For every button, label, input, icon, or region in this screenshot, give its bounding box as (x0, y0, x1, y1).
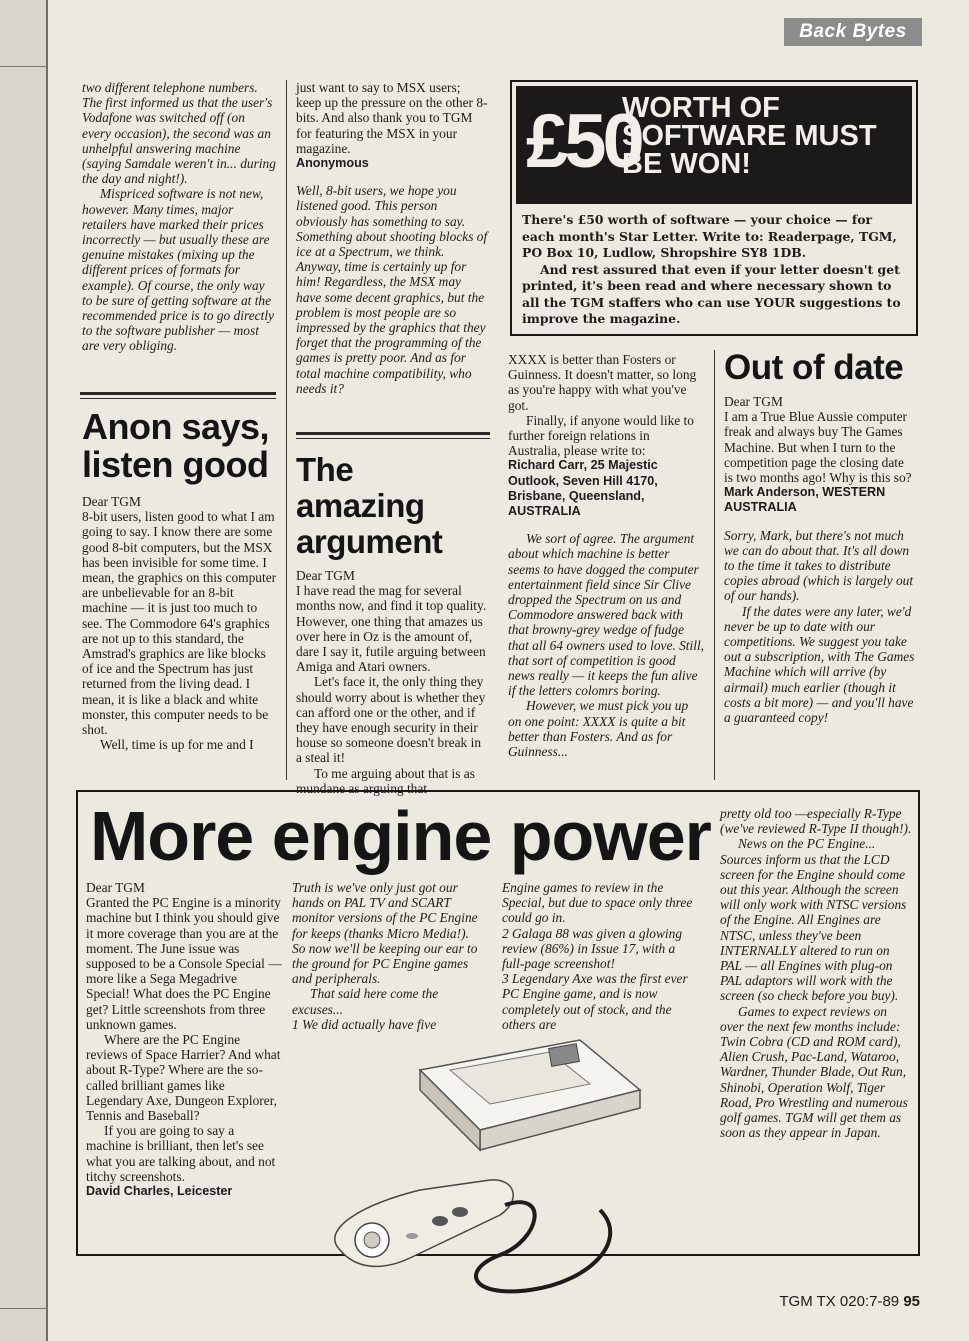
page-number: 95 (903, 1293, 920, 1310)
page-folio (690, 1293, 920, 1310)
editor-reply: Sorry, Mark, but there's not much we can do about that. It's all down to the time it takes to distribute copies abroad (which is largely out of our hands). (724, 527, 914, 604)
letter-title: Anon says, listen good (82, 406, 270, 485)
gutter-rule-top (0, 66, 46, 67)
letter-body: Let's face it, the only thing they should worry about is whether they can afford one or the other, and if they have enough security in their house so someone doesn't break in a steal it! (296, 674, 486, 766)
col1-para: Mispriced software is not new, however. Many times, major retailers have marked their prices incorrectly — but usually these are genuine mistakes (mixing up the different prices of formats for example). Of course, the only way to be sure of getting software at the recommended price is to go directly to the software publisher — most are very obliging. (82, 186, 274, 354)
salutation: Dear TGM (724, 394, 783, 409)
editor-reply: However, we must pick you up on one point: XXXX is quite a bit better than Fosters. And as for Guinness... (508, 698, 689, 760)
letter-body: Finally, if anyone would like to further foreign relations in Australia, please write to: (508, 412, 694, 459)
editor-reply: We sort of agree. The argument about which machine is better seems to have dogged the computer entertainment field since Sir Clive dropped the Spectrum on us and Commodore answered back with that browny-grey wedge of fudge that all 64 owners used to love. Still, that sort of competition is good news really — it keeps the fun alive if the letters colomrs boring. (508, 531, 705, 699)
col3-continuation (508, 352, 704, 759)
salutation: Dear TGM (86, 880, 145, 895)
editor-reply: That said here come the excuses... (292, 986, 439, 1017)
signoff: Anonymous (296, 156, 369, 171)
letter-body: Where are the PC Engine reviews of Space Harrier? And what about R-Type? Where are the so-called brilliant games like Legendary Axe, Dungeon Explorer, Tennis and Baseball? (86, 1032, 281, 1124)
issue-code: TGM TX 020:7-89 (779, 1293, 900, 1310)
editor-reply: Games to expect reviews on over the next few months include: Twin Cobra (CD and ROM card), Alien Crush, Pac-Land, Wataroo, Wardner, Thunder Blade, Out Run, Shinobi, Operation Wolf, Tiger Road, Pro Wrestling and numerous golf games. TGM will get them as soon as they appear in Japan. (720, 1003, 908, 1141)
engine-col-1 (86, 880, 282, 1199)
col2-continuation (296, 80, 488, 396)
section-rule (80, 392, 276, 395)
letter-body: To me arguing about that is as mundane as arguing that (296, 765, 475, 796)
promo-text (522, 212, 906, 328)
section-rule (80, 398, 276, 399)
promo-amount: £50 (526, 99, 641, 184)
salutation: Dear TGM (296, 568, 355, 583)
promo-banner (516, 86, 912, 204)
col1-para: two different telephone numbers. The first informed us that the user's Vodafone was switched off (on every occasion), the second was an unhelpful answering machine (saying Samdale weren't in... during the day and night!). (82, 80, 276, 187)
editor-reply: Truth is we've only just got our hands on PAL TV and SCART monitor versions of the PC Engine for keeps (thanks Micro Media!). So now we'll be keeping our ear to the ground for PC Engine games and peripherals. (292, 880, 478, 987)
letter-anon (82, 408, 278, 752)
editor-reply: Well, 8-bit users, we hope you listened good. This person obviously has something to say. Something about shooting blocks of ice at a Spectrum, we think. Anyway, time is certainly up for him! Regardless, the MSX may have some decent graphics, but the problem is most people are so impressed by the graphics that they forget that the programming of the games is pretty poor. And as for total machine compatibility, who needs it? (296, 183, 488, 396)
signoff: Mark Anderson, WESTERN AUSTRALIA (724, 485, 886, 515)
letter-out-of-date (724, 348, 916, 725)
signoff: David Charles, Leicester (86, 1184, 233, 1199)
editor-reply: Engine games to review in the Special, but due to space only three could go in. (502, 880, 693, 926)
letter-body: just want to say to MSX users; keep up the pressure on the other 8-bits. And also thank you to TGM for featuring the MSX in your magazine. (296, 80, 488, 156)
pc-engine-console-illustration (300, 1000, 660, 1300)
letter-body: If you are going to say a machine is brilliant, then let's see what you are talking about, and not titchy screenshots. (86, 1123, 276, 1184)
letter-body: I have read the mag for several months now, and find it top quality. However, one thing that amazes us over here in Oz is the amount of, dare I say it, futile arguing between Amiga and Atari owners. (296, 583, 487, 675)
salutation: Dear TGM (82, 494, 141, 509)
editor-reply: If the dates were any later, we'd never be up to date with our competitions. We suggest you take out a subscription, with The Games Machine which will arrive (by airmail) much earlier (though it costs a bit more) — and you'll have a guaranteed copy! (724, 603, 915, 726)
editor-reply: 2 Galaga 88 was given a glowing review (86%) in Issue 17, with a full-page screenshot! (502, 925, 683, 972)
promo-headline: WORTH OF SOFTWARE MUST BE WON! (622, 92, 877, 180)
letter-body: I am a True Blue Aussie computer freak and always buy The Games Machine. But when I turn to the competition page the closing date is two months ago! Why is this so? (724, 409, 912, 486)
editor-reply: 3 Legendary Axe was the first ever PC Engine game, and is now completely out of stock, and the others are (502, 971, 688, 1032)
gutter-rule-bottom (0, 1308, 46, 1309)
letter-body: Well, time is up for me and I (100, 737, 254, 753)
editor-reply: 1 We did actually have five (292, 1016, 437, 1032)
letter-body: 8-bit users, listen good to what I am going to say. I know there are some good 8-bit computers, but the MSX has been invisible for some time. I mean, the graphics on this computer are unbelievable for an 8-bit machine — it is just too much to see. The Commodore 64's graphics are not up to this standard, the Amstrad's graphics are like blocks of ice and the Spectrum has just returned from the living dead. I mean, it is like a black and white monster, this computer needs to be shot. (82, 509, 277, 738)
binding-gutter (0, 0, 48, 1341)
section-rule (296, 438, 490, 439)
promo-para: And rest assured that even if your letter doesn't get printed, it's been read and where necessary shown to all the TGM staffers who can use YOUR suggestions to improve the magazine. (522, 261, 901, 326)
star-letter-promo (510, 80, 918, 336)
editor-reply: News on the PC Engine... Sources inform us that the LCD screen for the Engine should come out this year. Although the screen will only work with NTSC versions of the Engine. All Engines are NTSC, unless they've been INTERNALLY altered to run on PAL — all Engines with plug-on PAL adaptors will work with the screen (so check before you buy). (720, 836, 907, 1004)
signoff: Richard Carr, 25 Majestic Outlook, Seven Hill 4170, Brisbane, Queensland, AUSTRALIA (508, 458, 658, 519)
engine-title: More engine power (90, 797, 711, 875)
letter-body: XXXX is better than Fosters or Guinness. It doesn't matter, so long as you're happy with what you've got. (508, 352, 697, 413)
section-tag: Back Bytes (784, 18, 922, 46)
section-rule (296, 432, 490, 435)
letter-title: The amazing argument (296, 451, 443, 560)
editor-reply: pretty old too —especially R-Type (we've reviewed R-Type II though!). (720, 806, 912, 837)
promo-para: There's £50 worth of software — your choice — for each month's Star Letter. Write to: Readerpage, TGM, PO Box 10, Ludlow, Shropshire SY8 1DB. (522, 212, 897, 260)
letter-amazing (296, 452, 490, 796)
column-rule (286, 80, 287, 780)
col1-continuation (82, 80, 276, 354)
letter-title: Out of date (724, 348, 904, 387)
letter-body: Granted the PC Engine is a minority machine but I think you should give it more coverage than you are at the moment. The June issue was supposed to be a Console Special — more like a Sega Megadrive Special! What does the PC Engine get? Little screenshots from three unknown games. (86, 895, 282, 1032)
column-rule (714, 350, 715, 780)
engine-col-4 (720, 806, 912, 1140)
